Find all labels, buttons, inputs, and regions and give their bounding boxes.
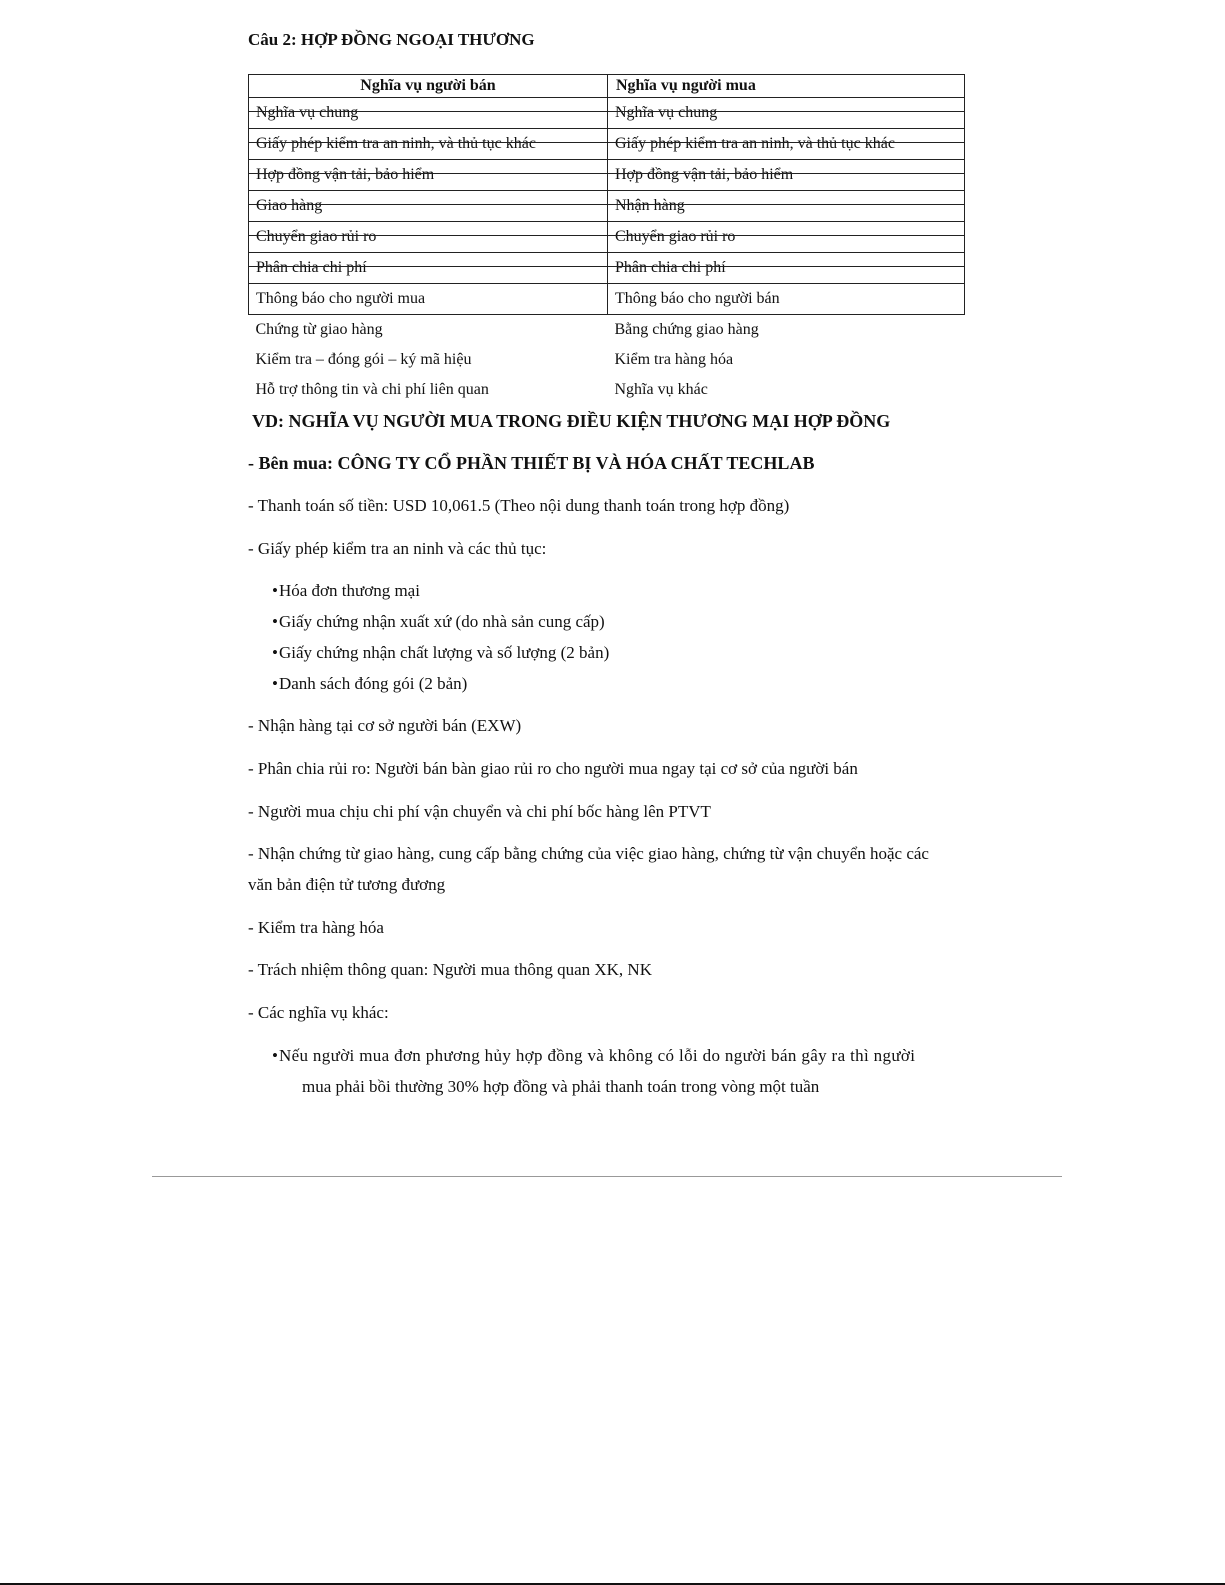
cell-text: Kiểm tra hàng hóa xyxy=(614,351,734,368)
table-row xyxy=(249,284,965,315)
cell-text: Phân chia chi phí xyxy=(256,259,367,276)
list-item-text: Giấy chứng nhận chất lượng và số lượng (2 bản) xyxy=(278,643,610,662)
table-row xyxy=(249,160,965,191)
list-item xyxy=(272,612,605,632)
table-cell xyxy=(249,98,608,129)
seller-obligations-header: Nghĩa vụ người bán xyxy=(249,75,608,98)
table-cell xyxy=(249,129,608,160)
table-header-row xyxy=(249,75,965,98)
list-item xyxy=(272,581,420,601)
cell-text: Phân chia chi phí xyxy=(615,259,726,276)
receive-line: - Nhận hàng tại cơ sở người bán (EXW) xyxy=(248,716,522,735)
list-item xyxy=(272,674,467,694)
table-row xyxy=(249,222,965,253)
table-row xyxy=(249,191,965,222)
license-line: - Giấy phép kiểm tra an ninh và các thủ tục: xyxy=(248,539,547,558)
table-cell xyxy=(249,375,608,405)
bullet-icon: • xyxy=(272,674,278,693)
bullet-icon: • xyxy=(272,643,278,662)
cell-text: Nghĩa vụ chung xyxy=(256,104,359,121)
table-row xyxy=(249,315,965,346)
table-row xyxy=(249,345,965,375)
documents-line-continued: văn bản điện tử tương đương xyxy=(248,875,446,894)
table-cell xyxy=(608,222,965,253)
customs-line: - Trách nhiệm thông quan: Người mua thông quan XK, NK xyxy=(248,960,652,979)
payment-line: - Thanh toán số tiền: USD 10,061.5 (Theo nội dung thanh toán trong hợp đồng) xyxy=(248,496,790,515)
table-cell xyxy=(249,253,608,284)
cell-text: Thông báo cho người bán xyxy=(615,290,780,307)
table-row xyxy=(249,98,965,129)
table-cell xyxy=(608,160,965,191)
cell-text: Nghĩa vụ chung xyxy=(615,104,718,121)
list-item-text: Giấy chứng nhận xuất xứ (do nhà sản cung cấp) xyxy=(278,612,605,631)
table-cell xyxy=(249,160,608,191)
list-item-continued: mua phải bồi thường 30% hợp đồng và phải thanh toán trong vòng một tuần xyxy=(302,1077,820,1096)
table-cell xyxy=(249,222,608,253)
list-item-text: Hóa đơn thương mại xyxy=(278,581,420,600)
table-row xyxy=(249,129,965,160)
list-item-text: Danh sách đóng gói (2 bản) xyxy=(278,674,468,693)
documents-line: - Nhận chứng từ giao hàng, cung cấp bằng chứng của việc giao hàng, chứng từ vận chuyển hoặc các xyxy=(248,844,929,863)
question-heading: Câu 2: HỢP ĐỒNG NGOẠI THƯƠNG xyxy=(248,30,535,49)
table-cell xyxy=(249,315,608,346)
cell-text: Chuyển giao rủi ro xyxy=(256,228,377,245)
table-cell xyxy=(249,284,608,315)
cell-text: Hợp đồng vận tải, bảo hiểm xyxy=(256,166,435,183)
cell-text: Nghĩa vụ khác xyxy=(614,381,708,398)
cell-text: Chứng từ giao hàng xyxy=(255,321,383,338)
other-obligations-line: - Các nghĩa vụ khác: xyxy=(248,1003,389,1022)
costs-line: - Người mua chịu chi phí vận chuyển và chi phí bốc hàng lên PTVT xyxy=(248,802,711,821)
table-cell xyxy=(608,284,965,315)
table-cell xyxy=(608,98,965,129)
cell-text: Giao hàng xyxy=(256,197,323,214)
example-title: VD: NGHĨA VỤ NGƯỜI MUA TRONG ĐIỀU KIỆN THƯƠNG MẠI HỢP ĐỒNG xyxy=(252,411,891,431)
obligations-table xyxy=(248,74,965,405)
cell-text: Nhận hàng xyxy=(615,197,685,214)
bullet-icon: • xyxy=(272,581,278,600)
table-cell xyxy=(608,375,965,405)
table-row xyxy=(249,375,965,405)
cell-text: Giấy phép kiểm tra an ninh, và thủ tục khác xyxy=(615,135,895,152)
table-cell xyxy=(608,315,965,346)
table-cell xyxy=(608,191,965,222)
cell-text: Hỗ trợ thông tin và chi phí liên quan xyxy=(255,381,489,398)
page-divider xyxy=(152,1176,1062,1177)
risk-line: - Phân chia rủi ro: Người bán bàn giao rủi ro cho người mua ngay tại cơ sở của người bán xyxy=(248,759,858,778)
table-row xyxy=(249,253,965,284)
table-cell xyxy=(249,345,608,375)
cell-text: Kiểm tra – đóng gói – ký mã hiệu xyxy=(255,351,472,368)
table-cell xyxy=(608,129,965,160)
cell-text: Hợp đồng vận tải, bảo hiểm xyxy=(615,166,794,183)
cell-text: Giấy phép kiểm tra an ninh, và thủ tục khác xyxy=(256,135,536,152)
table-cell xyxy=(249,191,608,222)
list-item xyxy=(272,1046,915,1066)
buyer-obligations-header: Nghĩa vụ người mua xyxy=(608,75,965,98)
bullet-icon: • xyxy=(272,612,278,631)
list-item xyxy=(272,643,609,663)
inspect-line: - Kiểm tra hàng hóa xyxy=(248,918,384,937)
cell-text: Bằng chứng giao hàng xyxy=(614,321,759,338)
cell-text: Chuyển giao rủi ro xyxy=(615,228,736,245)
table-cell xyxy=(608,345,965,375)
list-item-text: Nếu người mua đơn phương hủy hợp đồng và không có lỗi do người bán gây ra thì người xyxy=(278,1046,916,1065)
bullet-icon: • xyxy=(272,1046,278,1065)
cell-text: Thông báo cho người mua xyxy=(256,290,426,307)
table-cell xyxy=(608,253,965,284)
buyer-line: - Bên mua: CÔNG TY CỔ PHẦN THIẾT BỊ VÀ HÓA CHẤT TECHLAB xyxy=(248,453,815,473)
